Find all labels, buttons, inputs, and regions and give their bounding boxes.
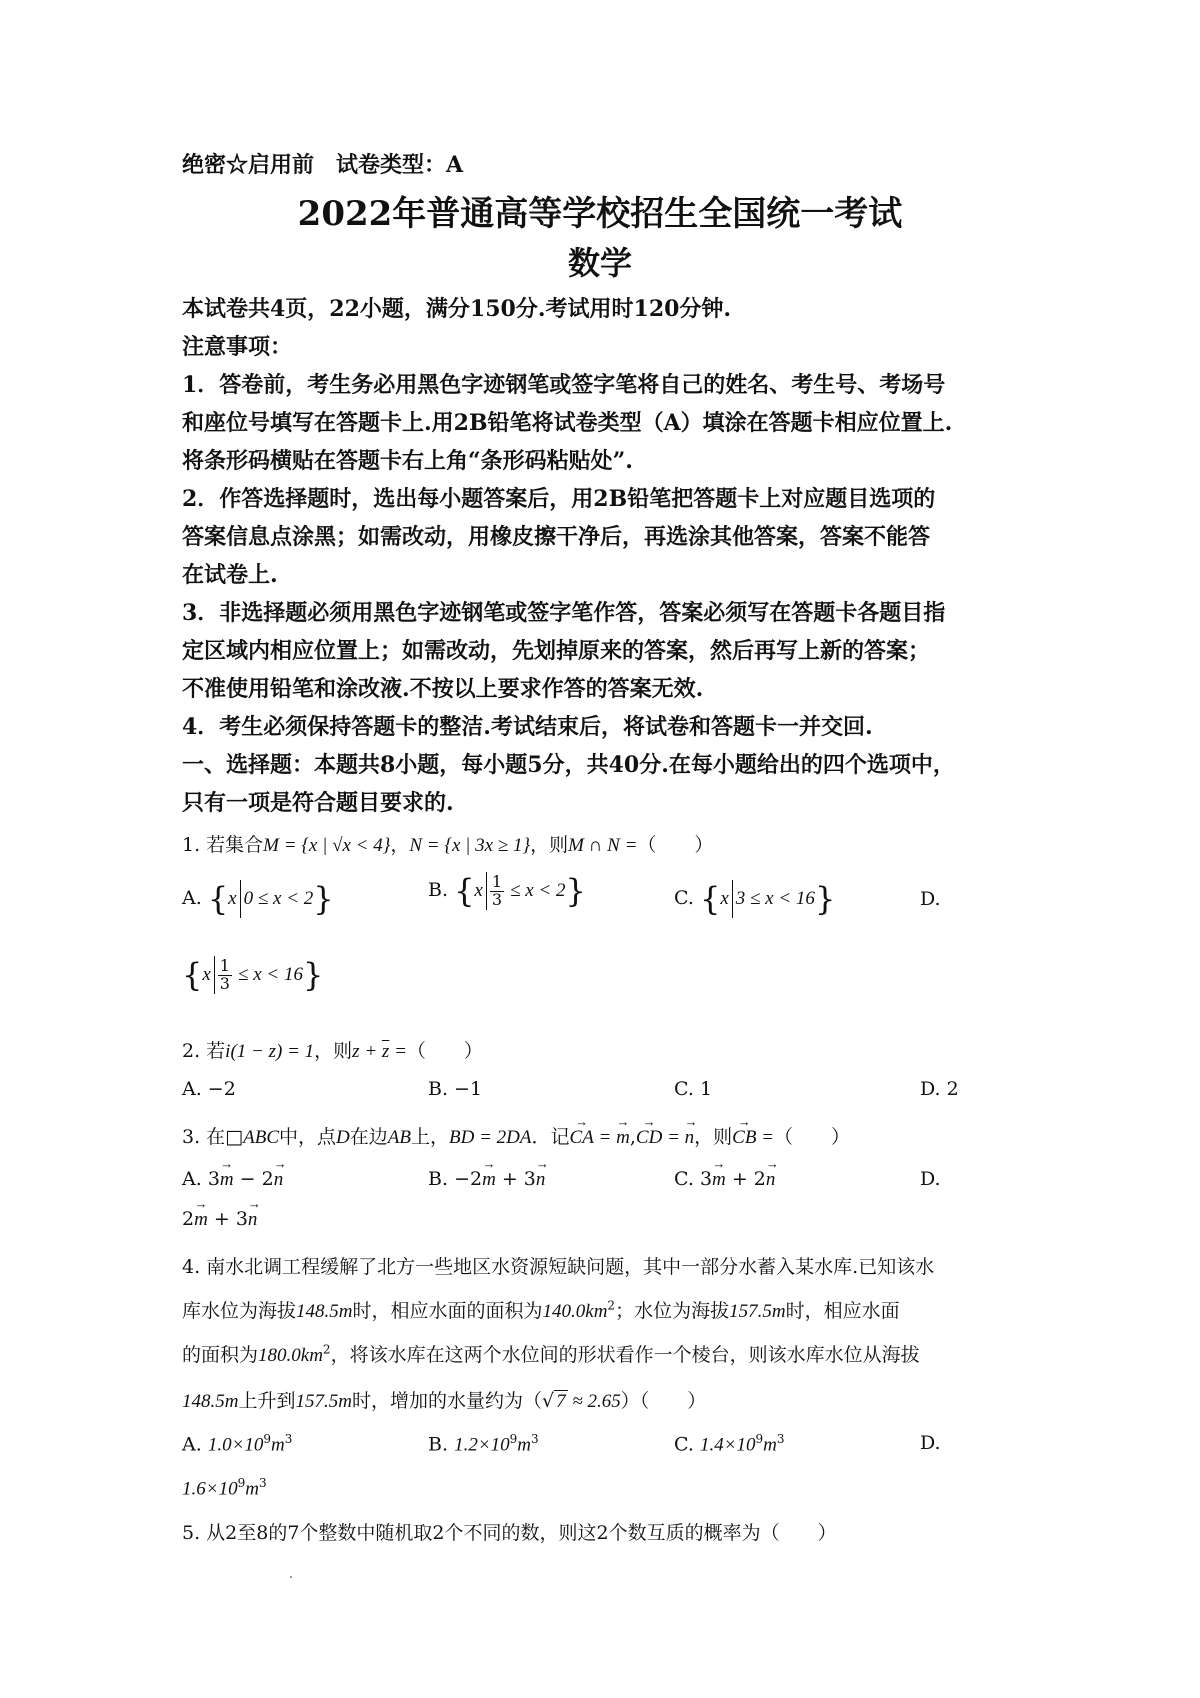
q1-option-c: C. {x 3 ≤ x < 16} [674, 880, 836, 918]
q3-option-d-label: D. [920, 1168, 941, 1190]
q4-option-d-label: D. [920, 1432, 941, 1454]
question-4-line4: 148.5m上升到157.5m时，增加的水量约为（√ 7 ≈ 2.65）（ ） [182, 1390, 707, 1412]
question-1: 1. 若集合M = {x | √x < 4}，N = {x | 3x ≥ 1}，则M ∩ N =（ ） [182, 834, 714, 856]
q2-option-a: A. −2 [182, 1078, 236, 1100]
q2-option-b: B. −1 [428, 1078, 483, 1100]
q1-option-b: B. {x $\frac{1}{3}$ ≤ x < 2} [428, 871, 586, 910]
q3-option-d: 2→ m + 3→ n [182, 1208, 257, 1231]
q3-option-c: C. 3→ m + 2→ n [674, 1168, 775, 1191]
q1-option-a: A. {x 0 ≤ x < 2} [182, 880, 334, 918]
section-heading: 一、选择题：本题共8小题，每小题5分，共40分.在每小题给出的四个选项中， [182, 752, 955, 778]
notice-line: 3．非选择题必须用黑色字迹钢笔或签字笔作答，答案必须写在答题卡各题目指 [182, 600, 946, 626]
q1-option-d: {x $\frac{1}{3}$ ≤ x < 16} [182, 955, 324, 994]
question-4-line1: 4. 南水北调工程缓解了北方一些地区水资源短缺问题，其中一部分水蓄入某水库.已知该水 [182, 1256, 935, 1278]
q2-option-c: C. 1 [674, 1078, 713, 1100]
notice-line: 定区域内相应位置上；如需改动，先划掉原来的答案，然后再写上新的答案； [182, 638, 931, 664]
exam-title: 2022年普通高等学校招生全国统一考试 [297, 194, 903, 234]
q4-option-b: B. $1.2\times 10^9m^3$ [428, 1432, 539, 1456]
notice-line: 2．作答选择题时，选出每小题答案后，用2B铅笔把答题卡上对应题目选项的 [182, 486, 936, 512]
notice-line: 在试卷上. [182, 562, 278, 588]
notice-line: 4．考生必须保持答题卡的整洁.考试结束后，将试卷和答题卡一并交回. [182, 714, 873, 740]
notice-line: 和座位号填写在答题卡上.用2B铅笔将试卷类型（A）填涂在答题卡相应位置上. [182, 410, 953, 436]
q4-option-a: A. $1.0\times 10^9m^3$ [182, 1432, 293, 1456]
question-4-line3: 的面积为$180.0km^2$，将该水库在这两个水位间的形状看作一个棱台，则该水库水位从海拔 [182, 1342, 920, 1366]
notice-line: 不准使用铅笔和涂改液.不按以上要求作答的答案无效. [182, 676, 704, 702]
scan-speck [290, 1576, 292, 1578]
q1-option-d-label: D. [920, 888, 941, 910]
confidential-header: 绝密☆启用前 试卷类型：A [182, 152, 464, 178]
q4-option-c: C. $1.4\times 10^9m^3$ [674, 1432, 785, 1456]
subject-title: 数学 [567, 244, 632, 282]
question-5: 5. 从2至8的7个整数中随机取2个不同的数，则这2个数互质的概率为（ ） [182, 1522, 837, 1544]
question-3: 3. 在□ABC中，点D在边AB上，BD = 2DA．记→ CA = → m,→ CD = → n，则→ CB =（ ） [182, 1122, 850, 1149]
q3-option-b: B. −2→ m + 3→ n [428, 1168, 545, 1191]
q3-option-a: A. 3→ m − 2→ n [182, 1168, 283, 1191]
notice-line: 将条形码横贴在答题卡右上角“条形码粘贴处”. [182, 448, 633, 474]
section-heading-cont: 只有一项是符合题目要求的. [182, 790, 454, 816]
notice-heading: 注意事项： [182, 334, 293, 360]
notice-line: 1．答卷前，考生务必用黑色字迹钢笔或签字笔将自己的姓名、考生号、考场号 [182, 372, 946, 398]
q4-option-d: $1.6\times 10^9m^3$ [182, 1476, 267, 1500]
notice-line: 答案信息点涂黑；如需改动，用橡皮擦干净后，再选涂其他答案，答案不能答 [182, 524, 931, 550]
exam-summary: 本试卷共4页，22小题，满分150分.考试用时120分钟. [182, 296, 732, 322]
q2-option-d: D. 2 [920, 1078, 959, 1100]
question-2: 2. 若i(1 − z) = 1，则$z + \overline{z}$ =（ ） [182, 1040, 483, 1062]
question-4-line2: 库水位为海拔148.5m时，相应水面的面积为$140.0km^2$；水位为海拔157.5m时，相应水面 [182, 1298, 900, 1322]
